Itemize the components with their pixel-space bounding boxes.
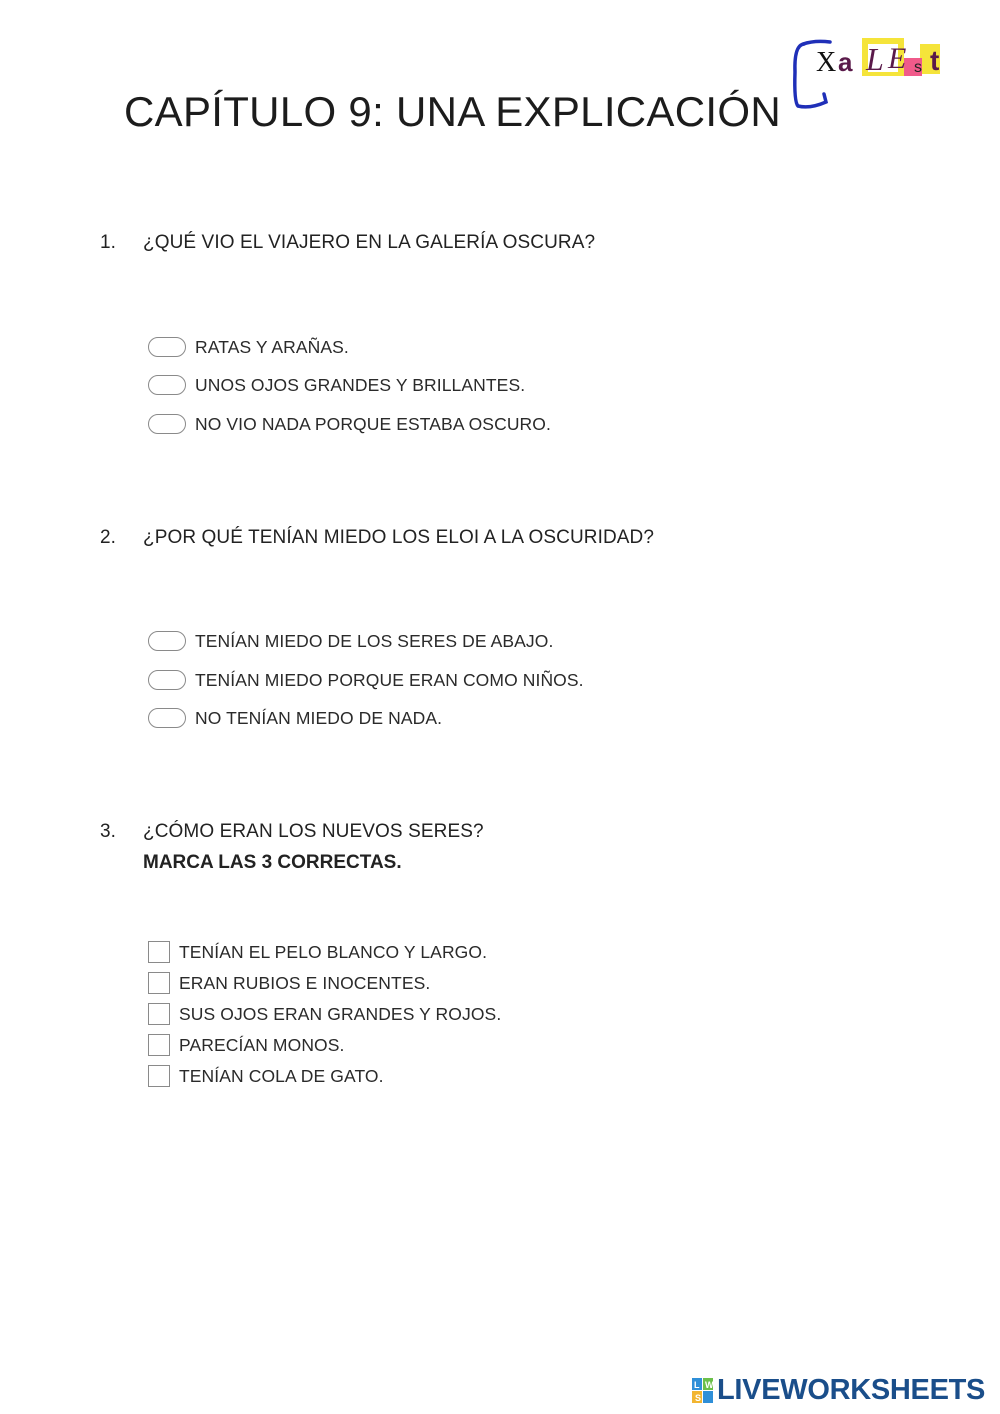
svg-text:a: a — [838, 47, 853, 77]
option-label: NO TENÍAN MIEDO DE NADA. — [195, 707, 443, 728]
svg-text:L: L — [694, 1379, 700, 1390]
radio-pill[interactable] — [148, 670, 186, 690]
svg-text:X: X — [816, 47, 837, 78]
svg-text:E: E — [888, 42, 907, 75]
checkbox[interactable] — [148, 1034, 170, 1056]
liveworksheets-wordmark: LIVEWORKSHEETS — [717, 1374, 986, 1406]
question-1-text: ¿QUÉ VIO EL VIAJERO EN LA GALERÍA OSCURA? — [143, 232, 596, 253]
question-3-instruction: MARCA LAS 3 CORRECTAS. — [143, 852, 402, 873]
question-3-option-4[interactable] — [148, 1032, 345, 1058]
option-label: TENÍAN EL PELO BLANCO Y LARGO. — [179, 941, 488, 962]
option-label: NO VIO NADA PORQUE ESTABA OSCURO. — [195, 413, 551, 434]
option-label: TENÍAN MIEDO PORQUE ERAN COMO NIÑOS. — [195, 669, 584, 690]
liveworksheets-logo — [692, 1374, 985, 1407]
svg-text:S: S — [695, 1392, 702, 1403]
option-label: SUS OJOS ERAN GRANDES Y ROJOS. — [179, 1003, 502, 1024]
radio-pill[interactable] — [148, 414, 186, 434]
checkbox[interactable] — [148, 1065, 170, 1087]
question-2-option-2[interactable] — [148, 667, 584, 693]
option-label: UNOS OJOS GRANDES Y BRILLANTES. — [195, 374, 526, 395]
svg-text:W: W — [705, 1379, 714, 1390]
question-3-option-2[interactable] — [148, 970, 430, 996]
option-label: RATAS Y ARAÑAS. — [195, 336, 349, 357]
question-2-number: 2. — [100, 527, 116, 548]
checkbox[interactable] — [148, 1003, 170, 1025]
svg-text:s: s — [914, 59, 922, 76]
option-label: PARECÍAN MONOS. — [179, 1034, 345, 1055]
liveworksheets-icon — [692, 1378, 714, 1404]
question-1-option-3[interactable] — [148, 411, 551, 437]
question-3-text: ¿CÓMO ERAN LOS NUEVOS SERES? — [143, 821, 484, 842]
question-2-option-3[interactable] — [148, 705, 442, 731]
question-3-option-1[interactable] — [148, 939, 487, 965]
question-1-option-1[interactable] — [148, 334, 349, 360]
svg-text:t: t — [930, 45, 940, 76]
checkbox[interactable] — [148, 941, 170, 963]
question-3-option-3[interactable] — [148, 1001, 501, 1027]
question-2-option-1[interactable] — [148, 628, 553, 654]
radio-pill[interactable] — [148, 631, 186, 651]
question-2-text: ¿POR QUÉ TENÍAN MIEDO LOS ELOI A LA OSCURIDAD? — [143, 527, 655, 548]
xalest-logo — [790, 32, 960, 112]
radio-pill[interactable] — [148, 375, 186, 395]
question-1-option-2[interactable] — [148, 372, 525, 398]
option-label: TENÍAN COLA DE GATO. — [179, 1065, 384, 1086]
radio-pill[interactable] — [148, 337, 186, 357]
radio-pill[interactable] — [148, 708, 186, 728]
checkbox[interactable] — [148, 972, 170, 994]
question-3-number: 3. — [100, 821, 116, 842]
svg-text:L: L — [866, 41, 884, 77]
question-1-number: 1. — [100, 232, 116, 253]
question-3-option-5[interactable] — [148, 1063, 384, 1089]
option-label: ERAN RUBIOS E INOCENTES. — [179, 972, 431, 993]
page-title: CAPÍTULO 9: UNA EXPLICACIÓN — [124, 88, 781, 135]
option-label: TENÍAN MIEDO DE LOS SERES DE ABAJO. — [195, 630, 554, 651]
